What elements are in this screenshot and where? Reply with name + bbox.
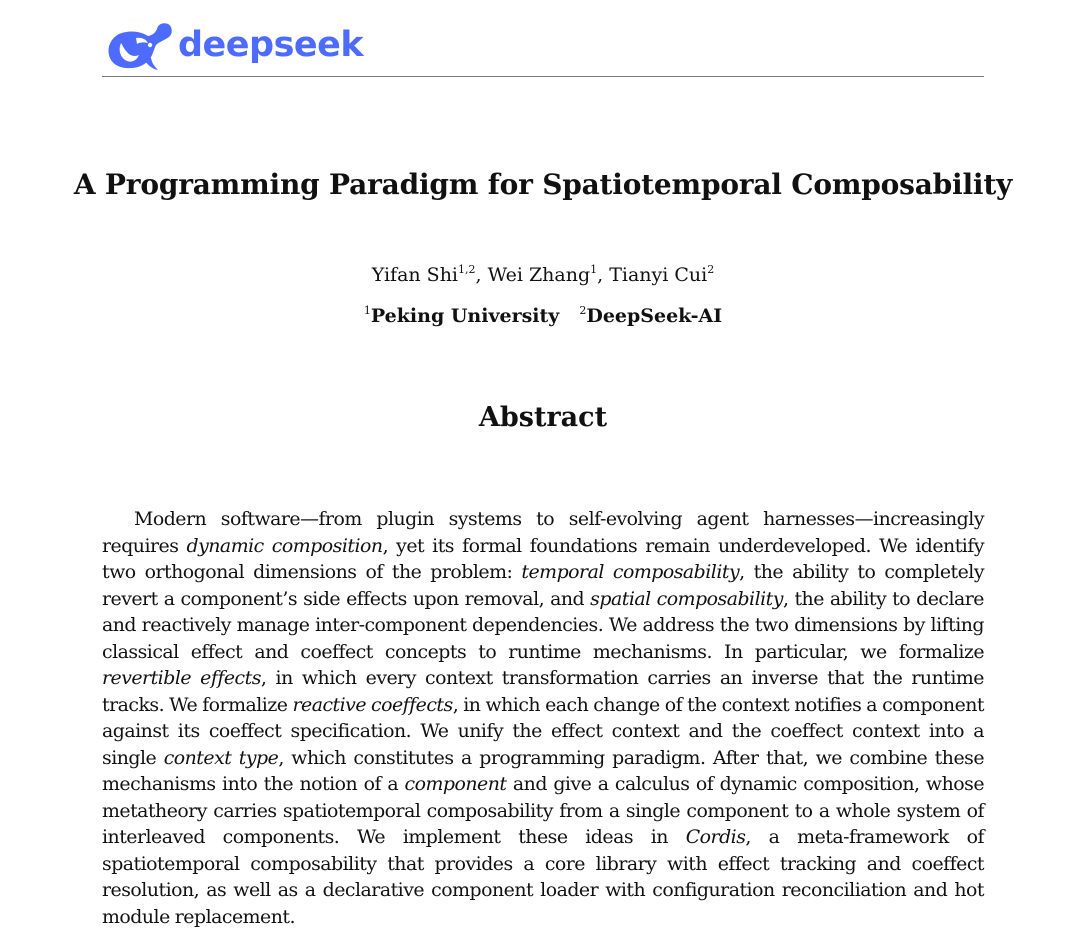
author-name: Yifan Shi [371,264,459,286]
author-affiliation-mark: 1 [590,263,598,276]
abstract-italic-term: component [404,773,507,795]
abstract-text: and give a calculus of dynamic composition, whose metatheory carries spatiotemporal composability from a single component to a whole system of interleaved components. We implement these ideas in [102,773,985,848]
author-list: Yifan Shi$^{1,2}$, Wei Zhang$^1$, Tianyi Cui$^2$ [371,263,715,286]
affiliation-mark: 1 [363,304,371,317]
abstract-text: , a meta-framework of spatiotemporal composability that provides a core library with effect tracking and coeffect resolution, as well as a declarative component loader with configuration reconciliation and hot module replacement. [102,826,984,928]
abstract-body [102,506,984,930]
affiliation-name: DeepSeek-AI [586,305,723,327]
abstract-text: , in which every context transformation carries an inverse that the runtime tracks. We formalize [102,667,984,716]
deepseek-logo [106,20,363,72]
logo-wordmark: deepseek [178,25,364,65]
abstract-italic-term: spatial composability [590,587,783,610]
abstract-italic-term: context type [163,746,279,769]
abstract-italic-term: dynamic composition [186,534,383,557]
abstract-text: , which constitutes a programming paradigm. After that, we combine these mechanisms into the notion of a [102,746,984,795]
author-name: Tianyi Cui [609,264,708,286]
author-affiliation-mark: 2 [707,263,715,276]
abstract-heading: Abstract [478,402,608,433]
abstract-text: , the ability to declare and reactively manage inter-component dependencies. We address the two dimensions by lifting classical effect and coeffect concepts to runtime mechanisms. In particular, we formalize [102,587,984,663]
abstract-text: , yet its formal foundations remain underdeveloped. We identify two orthogonal dimensions of the problem: [102,534,984,583]
whale-icon [106,20,176,72]
paper-title: A Programming Paradigm for Spatiotemporal Composability [73,168,1013,201]
abstract-italic-term: Cordis [685,826,746,848]
abstract-text: , the ability to completely revert a component’s side effects upon removal, and [102,561,984,610]
affiliation-list [0,305,1086,327]
abstract-text: , in which each change of the context notifies a component against its coeffect specification. We unify the effect context and the coeffect context into a single [102,693,985,769]
author-name: Wei Zhang [487,264,591,286]
abstract-text: Modern software—from plugin systems to self-evolving agent harnesses—increasingly requires [102,508,984,557]
abstract-italic-term: revertible effects [102,667,261,689]
abstract-italic-term: reactive coeffects [292,693,453,716]
page-header [102,14,984,77]
author-affiliation-mark: 1,2 [458,263,476,276]
abstract-italic-term: temporal composability [521,561,740,583]
affiliation-name: Peking University [370,305,560,327]
affiliation-mark: 2 [579,304,587,317]
